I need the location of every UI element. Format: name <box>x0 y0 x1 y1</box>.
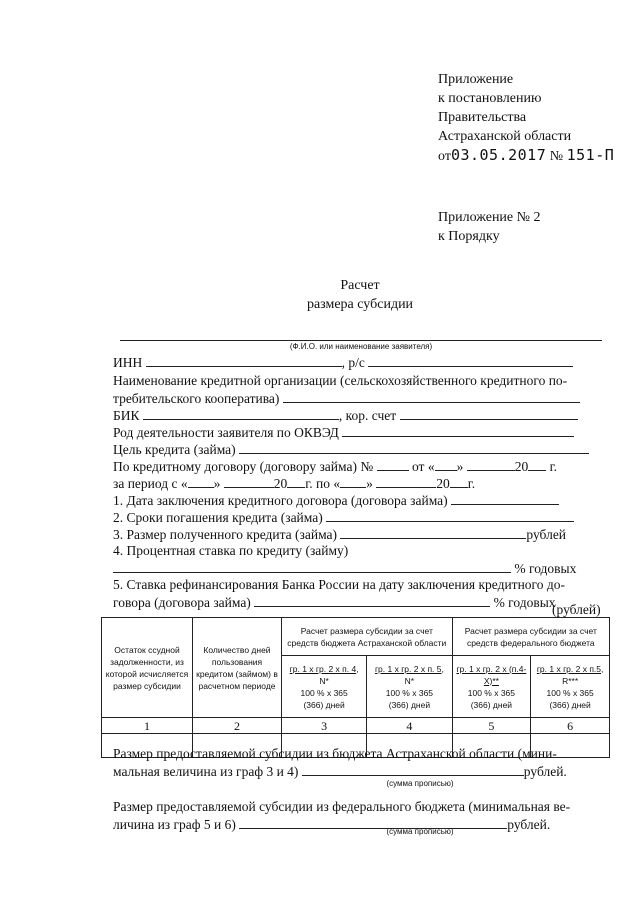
inn-field[interactable] <box>146 353 342 367</box>
formula-col-5: гр. 1 х гр. 2 х (п.4-X)** 100 % х 365 (366) дней <box>452 656 531 718</box>
inn-line: ИНН , р/с <box>113 353 606 372</box>
column-number-2: 2 <box>193 718 282 734</box>
bik-line: БИК , кор. счет <box>113 406 606 425</box>
column-number-1: 1 <box>102 718 193 734</box>
column-number-6: 6 <box>531 718 610 734</box>
regional-subsidy-line-1: Размер предоставляемой субсидии из бюджета Астраханской области (мини- <box>113 746 557 761</box>
item-1-line: 1. Дата заключения кредитного договора (договора займа) <box>113 491 606 510</box>
appendix-order: к Порядку <box>438 229 500 244</box>
decree-date-line: от03.05.2017 № 151-П <box>438 146 615 164</box>
regional-subsidy-amount-field[interactable] <box>302 762 524 776</box>
column-number-5: 5 <box>452 718 531 734</box>
regional-subsidy-line-2: мальная величина из граф 3 и 4) рублей. <box>113 764 567 779</box>
item-2-line: 2. Сроки погашения кредита (займа) <box>113 508 606 527</box>
column-number-4: 4 <box>367 718 452 734</box>
contract-line: По кредитному договору (договору займа) № от « » 20 г. <box>113 459 557 474</box>
contract-number-field[interactable] <box>377 457 409 471</box>
item-4-line: 4. Процентная ставка по кредиту (займу) <box>113 543 349 558</box>
subsidy-table <box>101 617 610 758</box>
appendix-title: Приложение № 2 <box>438 210 541 225</box>
purpose-field[interactable] <box>239 440 589 454</box>
formula-col-3: гр. 1 х гр. 2 х п. 4, N* 100 % х 365 (366) дней <box>282 656 367 718</box>
item-5-line-1: 5. Ставка рефинансирования Банка России на дату заключения кредитного до- <box>113 577 565 592</box>
period-to-month-field[interactable] <box>376 474 436 488</box>
formula-col-6: гр. 1 х гр. 2 х п.5, R*** 100 % х 365 (366) дней <box>531 656 610 718</box>
table-header-federal: Расчет размера субсидии за счет средств федерального бюджета <box>452 618 609 656</box>
credit-org-line-1: Наименование кредитной организации (сельскохозяйственного кредитного по- <box>113 373 568 388</box>
table-header-regional: Расчет размера субсидии за счет средств бюджета Астраханской области <box>282 618 453 656</box>
period-from-year-field[interactable] <box>287 474 305 488</box>
header-line-3: Правительства <box>438 110 527 125</box>
header-line-4: Астраханской области <box>438 129 572 144</box>
decree-date: 03.05.2017 <box>450 146 547 164</box>
bik-field[interactable] <box>143 406 339 420</box>
applicant-name-field[interactable] <box>120 330 602 341</box>
column-number-3: 3 <box>282 718 367 734</box>
appendix-header <box>438 208 541 246</box>
okved-field[interactable] <box>342 423 574 437</box>
item-5-line-2: говора (договора займа) % годовых <box>113 595 556 610</box>
repayment-terms-field[interactable] <box>326 508 574 522</box>
rubles-note: (рублей) <box>552 602 601 617</box>
header-line-2: к постановлению <box>438 91 542 106</box>
document-title: Расчет размера субсидии <box>306 278 414 312</box>
refinancing-rate-field[interactable] <box>254 593 490 607</box>
interest-rate-field[interactable] <box>113 559 511 573</box>
item-4-value-line: % годовых <box>113 559 606 578</box>
purpose-line: Цель кредита (займа) <box>113 440 606 459</box>
regional-subsidy-caption: (сумма прописью) <box>386 779 454 788</box>
period-to-day-field[interactable] <box>340 474 366 488</box>
credit-org-line-2: требительского кооператива) <box>113 389 606 408</box>
contract-date-field[interactable] <box>451 491 559 505</box>
header-line-1: Приложение <box>438 72 514 87</box>
table-header-col-1: Остаток ссудной задолженности, из которой исчисляется размер субсидии <box>102 618 193 718</box>
decree-number: 151-П <box>566 146 615 164</box>
contract-day-field[interactable] <box>435 457 457 471</box>
period-line: за период с « » 20 г. по « » 20 г. <box>113 476 476 491</box>
credit-org-field[interactable] <box>283 389 580 403</box>
okved-line: Род деятельности заявителя по ОКВЭД <box>113 423 606 442</box>
decree-header <box>438 70 614 166</box>
contract-month-field[interactable] <box>467 457 515 471</box>
item-3-line: 3. Размер полученного кредита (займа) рублей <box>113 527 567 542</box>
applicant-caption: (Ф.И.О. или наименование заявителя) <box>289 342 433 351</box>
federal-subsidy-caption: (сумма прописью) <box>386 827 454 836</box>
account-field[interactable] <box>368 353 573 367</box>
period-to-year-field[interactable] <box>450 474 468 488</box>
correspondent-account-field[interactable] <box>400 406 578 420</box>
formula-col-4: гр. 1 х гр. 2 х п. 5, N* 100 % х 365 (366) дней <box>367 656 452 718</box>
table-header-col-2: Количество дней пользования кредитом (займом) в расчетном периоде <box>193 618 282 718</box>
period-from-month-field[interactable] <box>224 474 274 488</box>
contract-year-field[interactable] <box>528 457 546 471</box>
period-from-day-field[interactable] <box>188 474 214 488</box>
federal-subsidy-line-1: Размер предоставляемой субсидии из федерального бюджета (минимальная ве- <box>113 799 571 814</box>
federal-subsidy-line-2: личина из граф 5 и 6) рублей. <box>113 817 551 832</box>
credit-amount-field[interactable] <box>340 525 526 539</box>
